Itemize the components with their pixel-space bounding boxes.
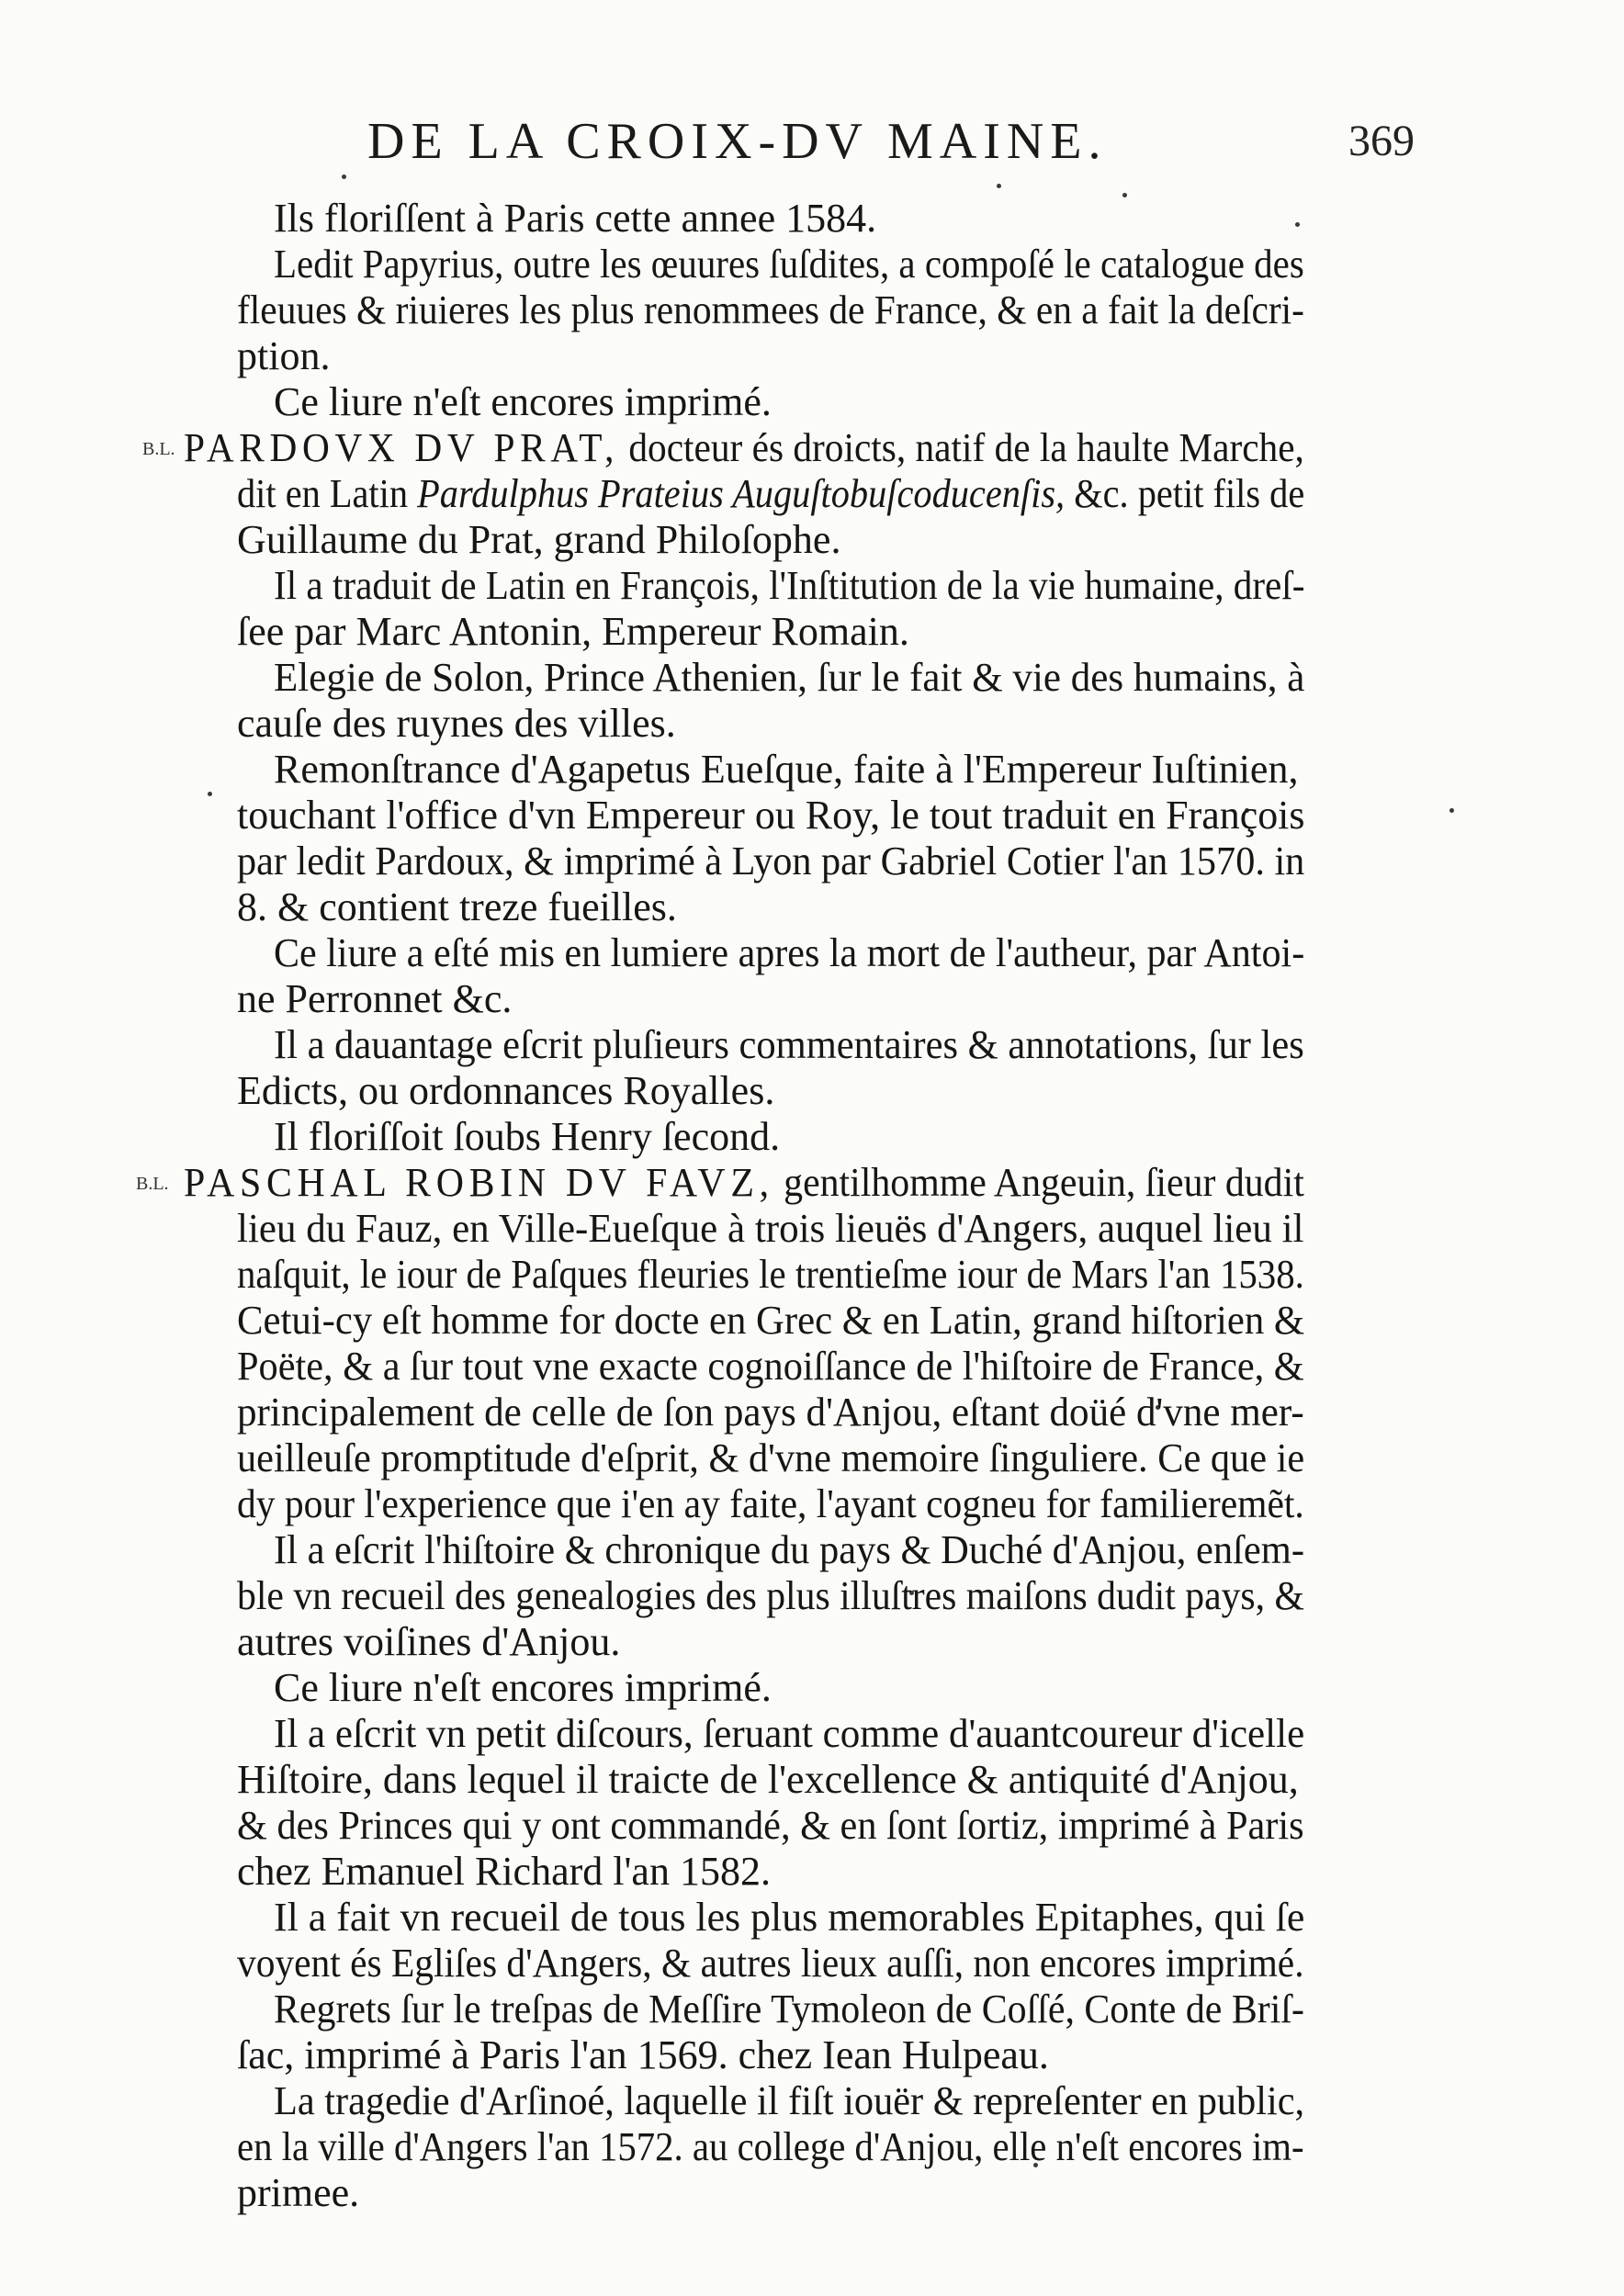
text-line: dy pour l'experience que i'en ay faite, l'ayant cogneu for familieremẽt. bbox=[237, 1481, 1304, 1526]
text-line: primee. bbox=[237, 2170, 360, 2215]
text-line: ption. bbox=[237, 333, 331, 378]
text-line: Ils floriſſent à Paris cette annee 1584. bbox=[274, 196, 877, 241]
text-line: Il floriſſoit ſoubs Henry ſecond. bbox=[274, 1114, 781, 1159]
text-line: Il a fait vn recueil de tous les plus memorables Epitaphes, qui ſe bbox=[274, 1895, 1305, 1940]
text-line: Ce liure a eſté mis en lumiere apres la mort de l'autheur, par Antoi- bbox=[274, 930, 1305, 975]
printing-speck bbox=[342, 174, 346, 179]
printing-speck bbox=[1449, 808, 1454, 813]
text-line: Elegie de Solon, Prince Athenien, ſur le fait & vie des humains, à bbox=[274, 655, 1305, 700]
text-line: Il a eſcrit l'hiſtoire & chronique du pays & Duché d'Anjou, enſem- bbox=[274, 1527, 1304, 1572]
text-line: ſac, imprimé à Paris l'an 1569. chez Iean Hulpeau. bbox=[237, 2032, 1049, 2077]
text-line: Il a dauantage eſcrit pluſieurs commentaires & annotations, ſur les bbox=[274, 1022, 1304, 1067]
text-line: ble vn recueil des genealogies des plus illuſtres maiſons dudit pays, & bbox=[237, 1573, 1304, 1618]
page-header bbox=[367, 112, 1415, 186]
text-line: Hiſtoire, dans lequel il traicte de l'excellence & antiquité d'Anjou, bbox=[237, 1757, 1299, 1802]
text-run: docteur és droicts, natif de la haulte Marche, bbox=[619, 425, 1304, 470]
text-line: ne Perronnet &c. bbox=[237, 976, 513, 1021]
text-line: Guillaume du Prat, grand Philoſophe. bbox=[237, 517, 841, 562]
text-line: autres voiſines d'Anjou. bbox=[237, 1619, 621, 1664]
text-line: Cetui-cy eſt homme for docte en Grec & en Latin, grand hiſtorien & bbox=[237, 1298, 1305, 1343]
author-name: PARDOVX DV PRAT, bbox=[184, 425, 620, 470]
text-line: par ledit Pardoux, & imprimé à Lyon par Gabriel Cotier l'an 1570. in bbox=[237, 838, 1305, 884]
text-line: & des Princes qui y ont commandé, & en ſont ſortiz, imprimé à Paris bbox=[237, 1803, 1304, 1848]
margin-marker: B.L. bbox=[142, 439, 175, 459]
printing-speck bbox=[1122, 193, 1127, 197]
text-line: ueilleuſe promptitude d'eſprit, & d'vne memoire ſinguliere. Ce que ie bbox=[237, 1435, 1305, 1480]
text-run: &c. petit fils de bbox=[1065, 471, 1305, 516]
text-line: Regrets ſur le treſpas de Meſſire Tymoleon de Coſſé, Conte de Briſ- bbox=[274, 1986, 1304, 2032]
printing-speck bbox=[997, 184, 1001, 188]
page-number: 369 bbox=[1348, 117, 1415, 165]
text-line: La tragedie d'Arſinoé, laquelle il fiſt iouër & repreſenter en public, bbox=[274, 2078, 1305, 2123]
text-line: chez Emanuel Richard l'an 1582. bbox=[237, 1849, 771, 1894]
text-line: Poëte, & a ſur tout vne exacte cognoiſſance de l'hiſtoire de France, & bbox=[237, 1344, 1304, 1389]
printing-speck bbox=[208, 792, 212, 796]
running-title: DE LA CROIX-DV MAINE. bbox=[367, 113, 1108, 170]
text-line: Ledit Papyrius, outre les œuures ſuſdites, a compoſé le catalogue des bbox=[274, 242, 1304, 287]
text-line: Il a eſcrit vn petit diſcours, ſeruant comme d'auantcoureur d'icelle bbox=[274, 1711, 1305, 1756]
text-line: lieu du Fauz, en Ville-Eueſque à trois lieuës d'Angers, auquel lieu il bbox=[237, 1206, 1304, 1251]
text-run: dit en Latin bbox=[237, 471, 418, 516]
text-line: en la ville d'Angers l'an 1572. au college d'Anjou, elle n'eſt encores im- bbox=[237, 2124, 1304, 2169]
text-line: cauſe des ruynes des villes. bbox=[237, 701, 676, 746]
text-line: naſquit, le iour de Paſques fleuries le trentieſme iour de Mars l'an 1538. bbox=[237, 1252, 1304, 1297]
text-line: 8. & contient treze fueilles. bbox=[237, 884, 677, 929]
margin-marker: B.L. bbox=[136, 1174, 169, 1194]
printing-speck bbox=[1295, 222, 1300, 227]
text-line: Remonſtrance d'Agapetus Eueſque, faite à l'Empereur Iuſtinien, bbox=[274, 747, 1299, 792]
entry-heading-line bbox=[184, 424, 1304, 472]
author-name: PASCHAL ROBIN DV FAVZ, bbox=[184, 1160, 774, 1205]
latin-name: Pardulphus Prateius Auguſtobuſcoducenſis, bbox=[417, 471, 1066, 516]
text-line: Ce liure n'eſt encores imprimé. bbox=[274, 1665, 772, 1710]
text-line: Edicts, ou ordonnances Royalles. bbox=[237, 1068, 775, 1113]
text-line: principalement de celle de ſon pays d'Anjou, eſtant doüé d'vne mer- bbox=[237, 1390, 1304, 1435]
text-line: Il a traduit de Latin en François, l'Inſtitution de la vie humaine, dreſ- bbox=[274, 563, 1305, 608]
text-line: fleuues & riuieres les plus renommees de France, & en a fait la deſcri- bbox=[237, 287, 1304, 332]
text-line: ſee par Marc Antonin, Empereur Romain. bbox=[237, 609, 909, 654]
text-line: voyent és Egliſes d'Angers, & autres lieux auſſi, non encores imprimé. bbox=[237, 1941, 1304, 1986]
entry-heading-line bbox=[184, 1159, 1304, 1207]
text-run: gentilhomme Angeuin, ſieur dudit bbox=[773, 1160, 1304, 1205]
text-line: Ce liure n'eſt encores imprimé. bbox=[274, 379, 772, 424]
text-line: touchant l'office d'vn Empereur ou Roy, le tout traduit en François bbox=[237, 793, 1305, 838]
text-line bbox=[237, 470, 1304, 518]
